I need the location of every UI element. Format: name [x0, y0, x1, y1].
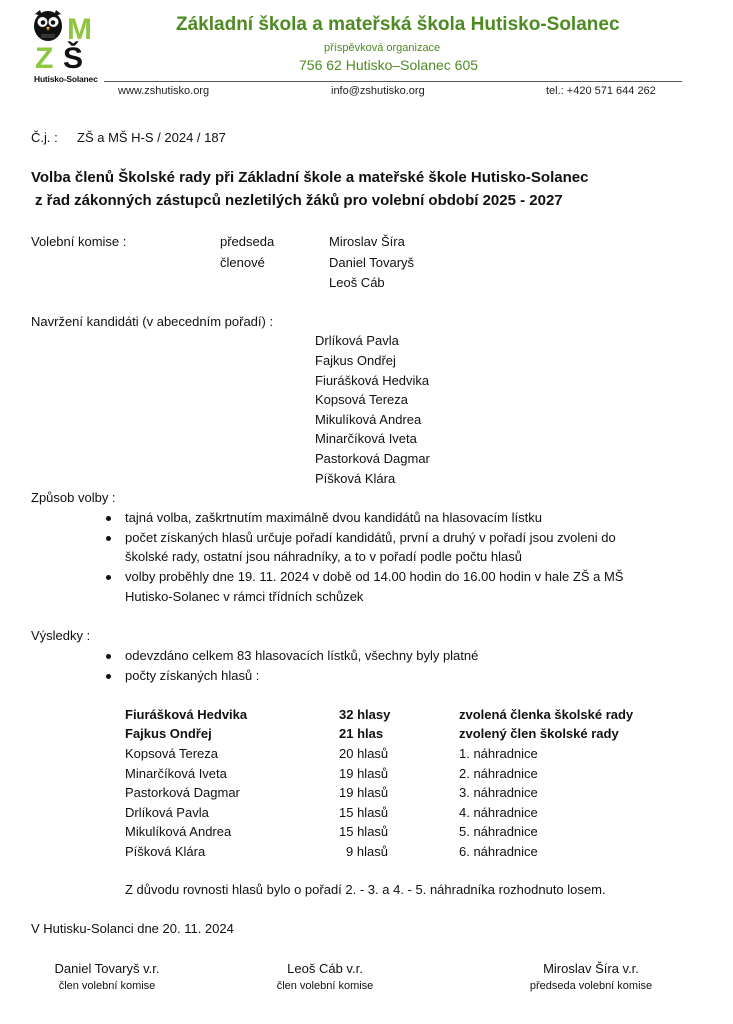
candidate-item: Drlíková Pavla	[315, 333, 399, 348]
vote-count: 19 hlasů	[339, 785, 389, 800]
place-date: V Hutisku-Solanci dne 20. 11. 2024	[31, 921, 234, 936]
method-item-continued: školské rady, ostatní jsou náhradníky, a to v pořadí podle počtu hlasů	[125, 549, 522, 564]
results-item: odevzdáno celkem 83 hlasovacích lístků, všechny byly platné	[125, 648, 479, 663]
document-title-line2: z řad zákonných zástupců nezletilých žáků pro volební období 2025 - 2027	[35, 192, 563, 209]
signature-role: předseda volební komise	[529, 980, 653, 992]
candidate-item: Fajkus Ondřej	[315, 353, 396, 368]
bullet-icon	[106, 516, 111, 521]
candidate-name: Mikulíková Andrea	[125, 824, 232, 839]
election-result: 1. náhradnice	[459, 746, 538, 761]
commission-label: Volební komise :	[31, 234, 127, 249]
candidates-label: Navržení kandidáti (v abecedním pořadí) :	[31, 314, 274, 329]
header-divider	[104, 81, 682, 82]
logo-text: Hutisko-Solanec	[34, 74, 98, 84]
election-result: zvolená členka školské rady	[459, 707, 634, 722]
candidate-name: Fajkus Ondřej	[125, 726, 212, 741]
document-title-line1: Volba členů Školské rady při Základní škole a mateřské škole Hutisko-Solanec	[31, 169, 589, 186]
vote-count: 19 hlasů	[339, 766, 389, 781]
vote-count: 9 hlasů	[346, 844, 388, 859]
signature-role: člen volební komise	[58, 980, 156, 992]
vote-count: 21 hlas	[339, 726, 384, 741]
election-result: 4. náhradnice	[459, 805, 538, 820]
candidate-name: Píšková Klára	[125, 844, 206, 859]
election-result: 2. náhradnice	[459, 766, 538, 781]
vote-count: 15 hlasů	[339, 824, 389, 839]
bullet-icon	[106, 674, 111, 679]
election-result: 5. náhradnice	[459, 824, 538, 839]
candidate-item: Minarčíková Iveta	[315, 431, 417, 446]
signature-name: Daniel Tovaryš v.r.	[54, 961, 160, 976]
candidate-name: Minarčíková Iveta	[125, 766, 227, 781]
candidate-item: Pastorková Dagmar	[315, 451, 430, 466]
signature-name: Leoš Cáb v.r.	[287, 961, 363, 976]
signature-block	[250, 961, 400, 992]
candidate-name: Fiurášková Hedvika	[125, 707, 248, 722]
signature-role: člen volební komise	[276, 980, 374, 992]
commission-member: Daniel Tovaryš	[329, 255, 415, 270]
vote-count: 20 hlasů	[339, 746, 389, 761]
signature-name: Miroslav Šíra v.r.	[543, 961, 639, 976]
election-result: 3. náhradnice	[459, 785, 538, 800]
method-item: počet získaných hlasů určuje pořadí kandidátů, první a druhý v pořadí jsou zvoleni do	[125, 530, 616, 545]
candidate-name: Drlíková Pavla	[125, 805, 209, 820]
tie-break-note: Z důvodu rovnosti hlasů bylo o pořadí 2. - 3. a 4. - 5. náhradníka rozhodnuto losem.	[125, 882, 606, 897]
candidate-item: Mikulíková Andrea	[315, 412, 422, 427]
school-logo	[33, 10, 98, 84]
chair-role: předseda	[220, 234, 275, 249]
bullet-icon	[106, 575, 111, 580]
candidate-item: Fiurášková Hedvika	[315, 373, 430, 388]
results-item: počty získaných hlasů :	[125, 668, 260, 683]
method-label: Způsob volby :	[31, 490, 116, 505]
bullet-icon	[106, 536, 111, 541]
organization-type: příspěvková organizace	[324, 42, 441, 54]
phone-number: tel.: +420 571 644 262	[546, 85, 656, 97]
method-item: tajná volba, zaškrtnutím maximálně dvou kandidátů na hlasovacím lístku	[125, 510, 542, 525]
school-address: 756 62 Hutisko–Solanec 605	[299, 57, 479, 73]
signature-block	[32, 961, 182, 992]
svg-text:Z: Z	[35, 42, 54, 74]
commission-member: Leoš Cáb	[329, 275, 385, 290]
candidate-name: Kopsová Tereza	[125, 746, 218, 761]
website-link[interactable]: www.zshutisko.org	[118, 85, 210, 97]
election-result: 6. náhradnice	[459, 844, 538, 859]
results-label: Výsledky :	[31, 628, 91, 643]
school-name: Základní škola a mateřská škola Hutisko-Solanec	[176, 14, 620, 35]
candidate-item: Píšková Klára	[315, 471, 396, 486]
reference-number: ZŠ a MŠ H-S / 2024 / 187	[77, 130, 226, 145]
method-item-continued: Hutisko-Solanec v rámci třídních schůzek	[125, 589, 364, 604]
signature-block	[501, 961, 681, 992]
vote-count: 15 hlasů	[339, 805, 389, 820]
reference-label: Č.j. :	[31, 130, 58, 145]
method-item: volby proběhly dne 19. 11. 2024 v době od 14.00 hodin do 16.00 hodin v hale ZŠ a MŠ	[125, 569, 624, 584]
bullet-icon	[106, 654, 111, 659]
commission-chair: Miroslav Šíra	[329, 234, 405, 249]
vote-count: 32 hlasy	[339, 707, 391, 722]
candidate-item: Kopsová Tereza	[315, 392, 408, 407]
candidate-name: Pastorková Dagmar	[125, 785, 240, 800]
members-role: členové	[220, 255, 265, 270]
svg-text:Š: Š	[63, 42, 84, 74]
email-link[interactable]: info@zshutisko.org	[331, 85, 425, 97]
svg-text:M: M	[67, 13, 92, 46]
election-result: zvolený člen školské rady	[459, 726, 619, 741]
